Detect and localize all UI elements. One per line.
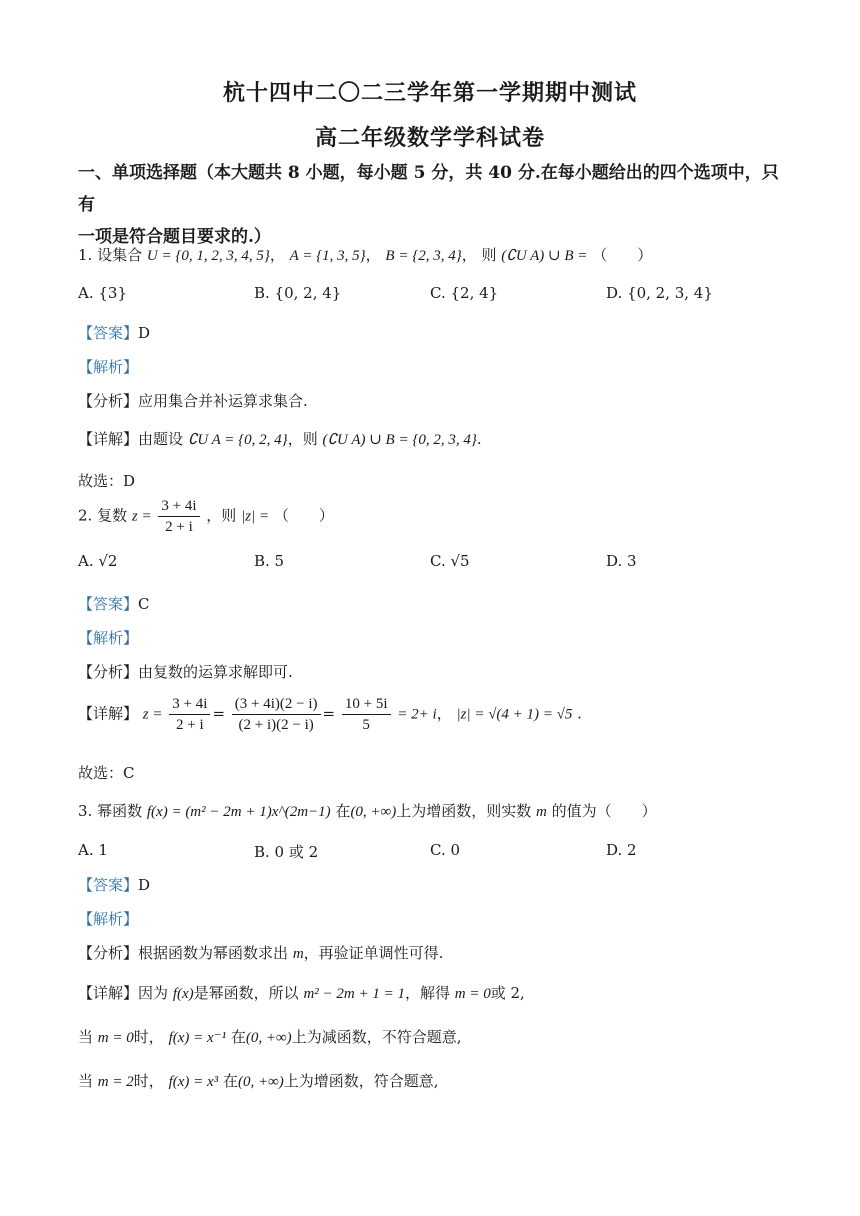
q3-d3-pre: 当: [78, 1072, 94, 1090]
q3-tail: 上为增函数，则实数: [396, 802, 532, 820]
q3-detail-line2: [78, 1026, 461, 1047]
q3-in: 在: [335, 802, 351, 820]
q2-choose: C: [123, 764, 135, 782]
q2-detail-frac2: [232, 694, 321, 735]
q2-then: ，则: [206, 506, 237, 525]
q1-set-a: A = {1, 3, 5}: [289, 248, 366, 264]
q1-option-c: C. {2, 4}: [430, 284, 499, 302]
q3-d2-pre: 当: [78, 1028, 94, 1046]
q3-d2-end: 上为减函数，不符合题意,: [291, 1028, 462, 1046]
q1-option-d: D. {0, 2, 3, 4}: [606, 284, 713, 302]
q3-d3-end: 上为增函数，符合题意,: [283, 1072, 439, 1090]
q3-d3-f: f(x) = x³: [168, 1074, 219, 1090]
q2-option-a: A. √2: [78, 552, 118, 570]
q1-detail-line: [78, 428, 482, 449]
q3-d1-mid: 是幂函数，所以: [193, 984, 299, 1002]
q3-answer-line: [78, 874, 150, 895]
q1-fenxi-label: 【分析】: [78, 392, 139, 410]
q2-fraction-denominator: 2 + i: [165, 519, 193, 535]
q3-fenxi-line: [78, 942, 443, 963]
q2-fenxi-label: 【分析】: [78, 663, 139, 681]
q2-detail-frac1-denominator: 2 + i: [176, 717, 204, 733]
question-2: [78, 496, 334, 537]
q3-number: 3. 幂函数: [78, 802, 143, 820]
q3-detail-label: 【详解】: [78, 984, 139, 1002]
q2-abs: |z| =: [241, 508, 270, 525]
q1-detail-pre: 由题设: [138, 430, 184, 448]
q3-tail2: 的值为（ ）: [551, 802, 657, 820]
q2-detail-frac2-numerator: (3 + 4i)(2 − i): [232, 694, 321, 715]
q2-fraction: [158, 496, 199, 537]
q1-then: 则: [481, 246, 497, 264]
q1-set-u: U = {0, 1, 2, 3, 4, 5}: [146, 248, 270, 264]
q2-answer: C: [138, 595, 150, 613]
q2-detail-label: 【详解】: [78, 704, 139, 723]
q3-d1-sol: ，解得: [404, 984, 450, 1002]
q1-answer-label: 【答案】: [78, 324, 139, 342]
q1-choose-line: [78, 470, 135, 491]
q3-d1-eq: m² − 2m + 1 = 1: [303, 986, 405, 1002]
q2-answer-label: 【答案】: [78, 595, 139, 613]
q3-d3-time: 时，: [133, 1072, 164, 1090]
q1-answer-line: [78, 322, 150, 343]
q3-answer-label: 【答案】: [78, 876, 139, 894]
q3-fenxi-m: m: [292, 946, 304, 962]
q1-option-b: B. {0, 2, 4}: [254, 284, 342, 302]
q3-option-b: B. 0 或 2: [254, 843, 319, 861]
q2-analysis-label: 【解析】: [78, 629, 139, 647]
q3-d3-in: 在: [222, 1072, 238, 1090]
q3-d2-int: (0, +∞): [245, 1030, 292, 1046]
q1-set-b: B = {2, 3, 4}: [385, 248, 462, 264]
q2-detail-frac1-numerator: 3 + 4i: [169, 694, 210, 715]
q3-d3-m: m = 2: [97, 1074, 134, 1090]
q3-d1-end: 或 2,: [490, 984, 525, 1002]
q3-option-a: A. 1: [78, 841, 108, 859]
q3-d3-int: (0, +∞): [237, 1074, 284, 1090]
q1-option-a: A. {3}: [78, 284, 127, 302]
q2-number: 2. 复数: [78, 506, 128, 525]
q2-detail-z: z =: [142, 706, 163, 723]
q3-interval: (0, +∞): [350, 804, 397, 820]
q3-detail-line3: [78, 1070, 439, 1091]
exam-title: 杭十四中二〇二三学年第一学期期中测试: [222, 80, 637, 106]
q3-fenxi-label: 【分析】: [78, 944, 139, 962]
question-1: 1. 设集合 U = {0, 1, 2, 3, 4, 5}， A = {1, 3, 5}， B = {2, 3, 4}， 则 (∁U A) ∪ B = （ ）: [78, 246, 653, 264]
q2-detail-line: 【详解】 z = $\frac{3 + 4i}{2 + i}$ = $\frac{(3 + 4i)(2 - i)}{(2 + i)(2 - i)}$ = $\frac{10 + 5i}{5}$ = 2+ i， |z| = √(4 + 1) = √5 .: [78, 696, 582, 733]
q1-analysis-label: 【解析】: [78, 358, 139, 376]
question-3: [78, 800, 657, 821]
q1-number: 1. 设集合: [78, 246, 143, 264]
q1-detail-end: .: [476, 430, 482, 448]
q3-answer: D: [138, 876, 151, 894]
q2-detail-frac2-denominator: (2 + i)(2 − i): [238, 717, 314, 733]
q2-detail-frac3-denominator: 5: [362, 717, 370, 733]
q2-detail-frac1: [169, 694, 210, 735]
q2-fraction-numerator: 3 + 4i: [158, 496, 199, 517]
q2-detail-frac3: [342, 694, 391, 735]
q2-fenxi-line: [78, 661, 293, 682]
q3-function: f(x) = (m² − 2m + 1)x^(2m−1): [146, 804, 331, 820]
q1-expression: (∁U A) ∪ B =: [501, 248, 588, 264]
q2-answer-line: [78, 593, 150, 614]
section-heading: [78, 157, 788, 253]
q2-blank: （ ）: [273, 506, 334, 525]
q1-choose-label: 故选：: [78, 472, 124, 490]
q3-d2-in: 在: [230, 1028, 246, 1046]
exam-subtitle: 高二年级数学学科试卷: [314, 125, 545, 151]
q2-choose-line: [78, 762, 135, 783]
q3-fenxi-pre: 根据函数为幂函数求出: [138, 944, 289, 962]
q1-answer: D: [138, 324, 151, 342]
q2-option-d: D. 3: [606, 552, 637, 570]
q3-d2-f: f(x) = x⁻¹: [168, 1030, 227, 1046]
q3-detail-line1: [78, 982, 525, 1003]
q3-d1-f: f(x): [172, 986, 194, 1002]
section-heading-line1: 一、单项选择题（本大题共 8 小题，每小题 5 分，共 40 分.在每小题给出的四个选项中，只有: [78, 163, 779, 215]
q1-detail-label: 【详解】: [78, 430, 139, 448]
q3-d1-m: m = 0: [454, 986, 491, 1002]
q1-choose: D: [123, 472, 136, 490]
section-heading-line2: 一项是符合题目要求的.）: [78, 227, 271, 247]
q2-detail-abs: |z| = √(4 + 1) = √5: [456, 706, 573, 723]
q3-fenxi-post: ，再验证单调性可得.: [303, 944, 444, 962]
q1-detail-math2: (∁U A) ∪ B = {0, 2, 3, 4}: [322, 432, 477, 448]
q3-m: m: [536, 804, 547, 820]
q2-option-b: B. 5: [254, 552, 285, 570]
q1-fenxi-line: [78, 390, 308, 411]
q3-option-c: C. 0: [430, 841, 461, 859]
q2-choose-label: 故选：: [78, 764, 124, 782]
q1-detail-mid: ，则: [287, 430, 318, 448]
q2-option-c: C. √5: [430, 552, 470, 570]
q3-d2-m: m = 0: [97, 1030, 134, 1046]
q2-fenxi: 由复数的运算求解即可.: [138, 663, 293, 681]
q1-blank: （ ）: [592, 246, 653, 264]
q1-detail-math1: ∁U A = {0, 2, 4}: [187, 432, 288, 448]
q2-detail-frac3-numerator: 10 + 5i: [342, 694, 391, 715]
q2-detail-result: = 2+ i: [397, 706, 437, 723]
q3-d2-time: 时，: [133, 1028, 164, 1046]
q1-fenxi: 应用集合并补运算求集合.: [138, 392, 308, 410]
q3-analysis-label: 【解析】: [78, 910, 139, 928]
q3-option-d: D. 2: [606, 841, 637, 859]
q3-d1-pre: 因为: [138, 984, 169, 1002]
q2-z: z =: [131, 508, 152, 525]
